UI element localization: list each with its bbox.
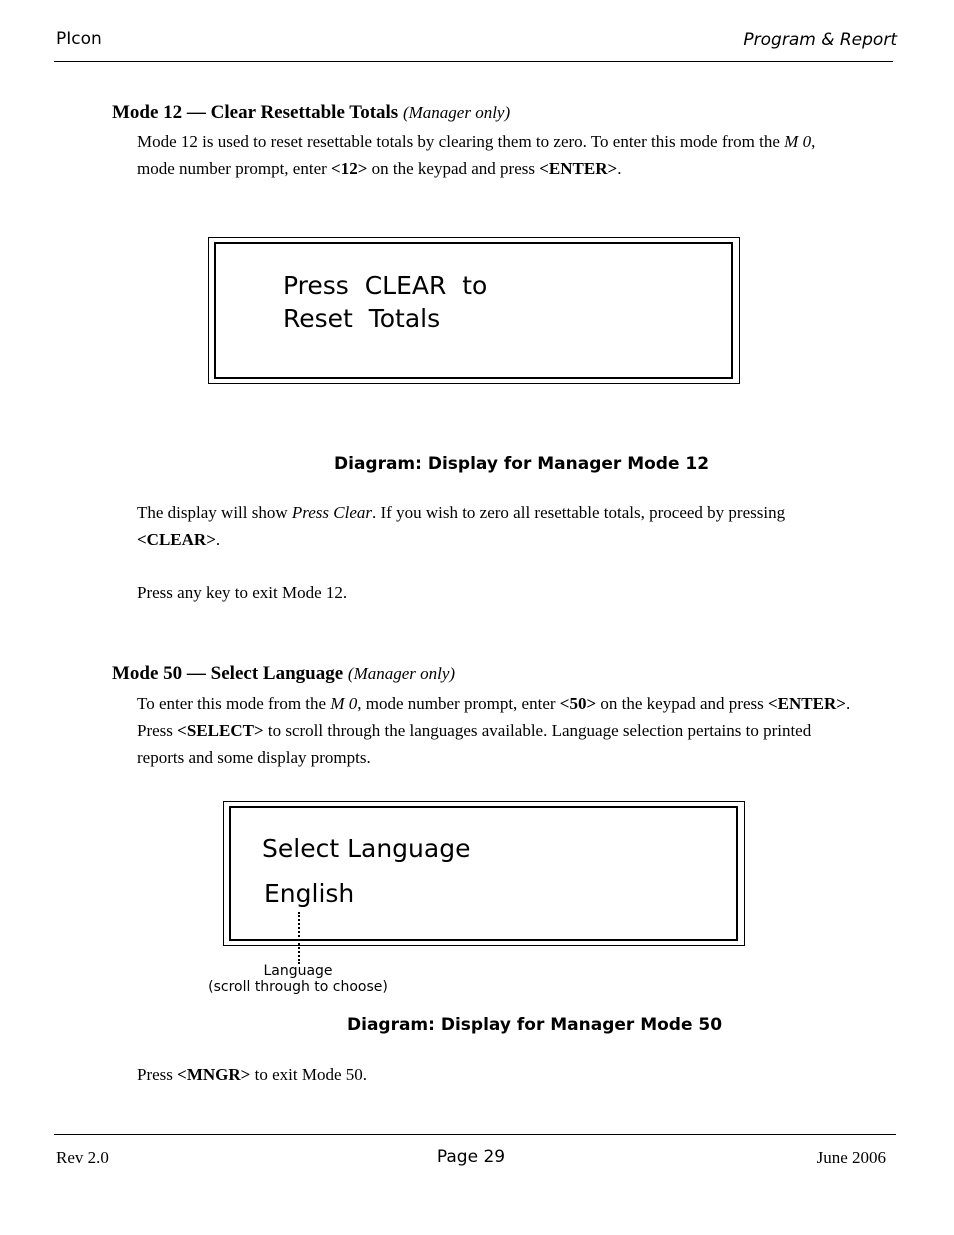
footer-date: June 2006 <box>816 1148 886 1167</box>
mode50-display-inner-frame <box>229 806 738 941</box>
mode12-body-key-clear: <CLEAR> <box>137 530 216 549</box>
mode12-intro <box>137 128 857 182</box>
footer-revision: Rev 2.0 <box>56 1148 109 1167</box>
mode12-intro-m0: M 0 <box>784 132 812 151</box>
mode50-intro-key-enter: <ENTER> <box>768 694 846 713</box>
mode12-intro-key-enter: <ENTER> <box>539 159 618 178</box>
mode12-intro-text-2: , mode number prompt, enter <box>137 132 816 178</box>
mode12-body <box>137 499 857 553</box>
mode50-intro-text-5: to scroll through the languages available. Language selection pertains to printed reports and some display prompts. <box>137 721 812 767</box>
mode50-intro-text: To enter this mode from the <box>137 694 331 713</box>
mode12-heading-text: Mode 12 — Clear Resettable Totals <box>112 102 399 123</box>
mode12-intro-text-3: on the keypad and press <box>367 159 540 178</box>
mode50-exit-key-mngr: <MNGR> <box>177 1065 251 1084</box>
mode12-intro-text: Mode 12 is used to reset resettable totals by clearing them to zero. To enter this mode from the <box>137 132 785 151</box>
mode12-diagram-caption: Diagram: Display for Manager Mode 12 <box>334 454 710 474</box>
language-callout-title: Language <box>263 963 333 979</box>
mode50-intro-text-3: on the keypad and press <box>596 694 768 713</box>
mode50-exit-text: Press <box>137 1065 178 1084</box>
language-callout-leader-line <box>298 912 300 964</box>
mode50-intro-key-50: <50> <box>559 694 597 713</box>
mode50-exit-text-2: to exit Mode 50. <box>250 1065 367 1084</box>
mode12-display-line-1: Press CLEAR to <box>283 271 488 300</box>
mode50-intro-text-4: . Press <box>137 694 851 740</box>
header-section-title: Program & Report <box>743 30 897 50</box>
mode12-body-text: The display will show <box>137 503 292 522</box>
mode50-intro-m0: M 0 <box>330 694 358 713</box>
language-callout-hint: (scroll through to choose) <box>208 979 388 995</box>
mode50-intro <box>137 690 853 771</box>
footer-rule <box>54 1134 896 1135</box>
mode12-heading <box>112 102 510 124</box>
mode12-heading-note: (Manager only) <box>402 103 511 122</box>
mode50-diagram-caption: Diagram: Display for Manager Mode 50 <box>347 1015 723 1035</box>
header-product-name: PIcon <box>56 29 102 49</box>
mode50-display-line-2: English <box>264 879 355 908</box>
header-rule <box>54 61 893 62</box>
mode12-exit-note: Press any key to exit Mode 12. <box>137 583 348 602</box>
mode12-display-line-2: Reset Totals <box>283 304 441 333</box>
mode50-intro-text-2: , mode number prompt, enter <box>357 694 560 713</box>
mode50-exit-note <box>137 1061 857 1088</box>
mode12-body-text-3: . <box>215 530 221 549</box>
language-callout-label <box>198 963 398 995</box>
mode50-intro-key-select: <SELECT> <box>177 721 264 740</box>
mode50-heading-note: (Manager only) <box>347 664 456 683</box>
mode12-body-press-clear: Press Clear <box>291 503 373 522</box>
mode50-heading-text: Mode 50 — Select Language <box>112 663 344 684</box>
mode50-heading <box>112 663 455 685</box>
mode12-intro-text-4: . <box>617 159 622 178</box>
mode50-display-line-1: Select Language <box>262 834 471 863</box>
mode12-body-text-2: . If you wish to zero all resettable totals, proceed by pressing <box>372 503 786 522</box>
footer-page-number: Page 29 <box>436 1147 506 1167</box>
mode12-intro-key-12: <12> <box>331 159 368 178</box>
